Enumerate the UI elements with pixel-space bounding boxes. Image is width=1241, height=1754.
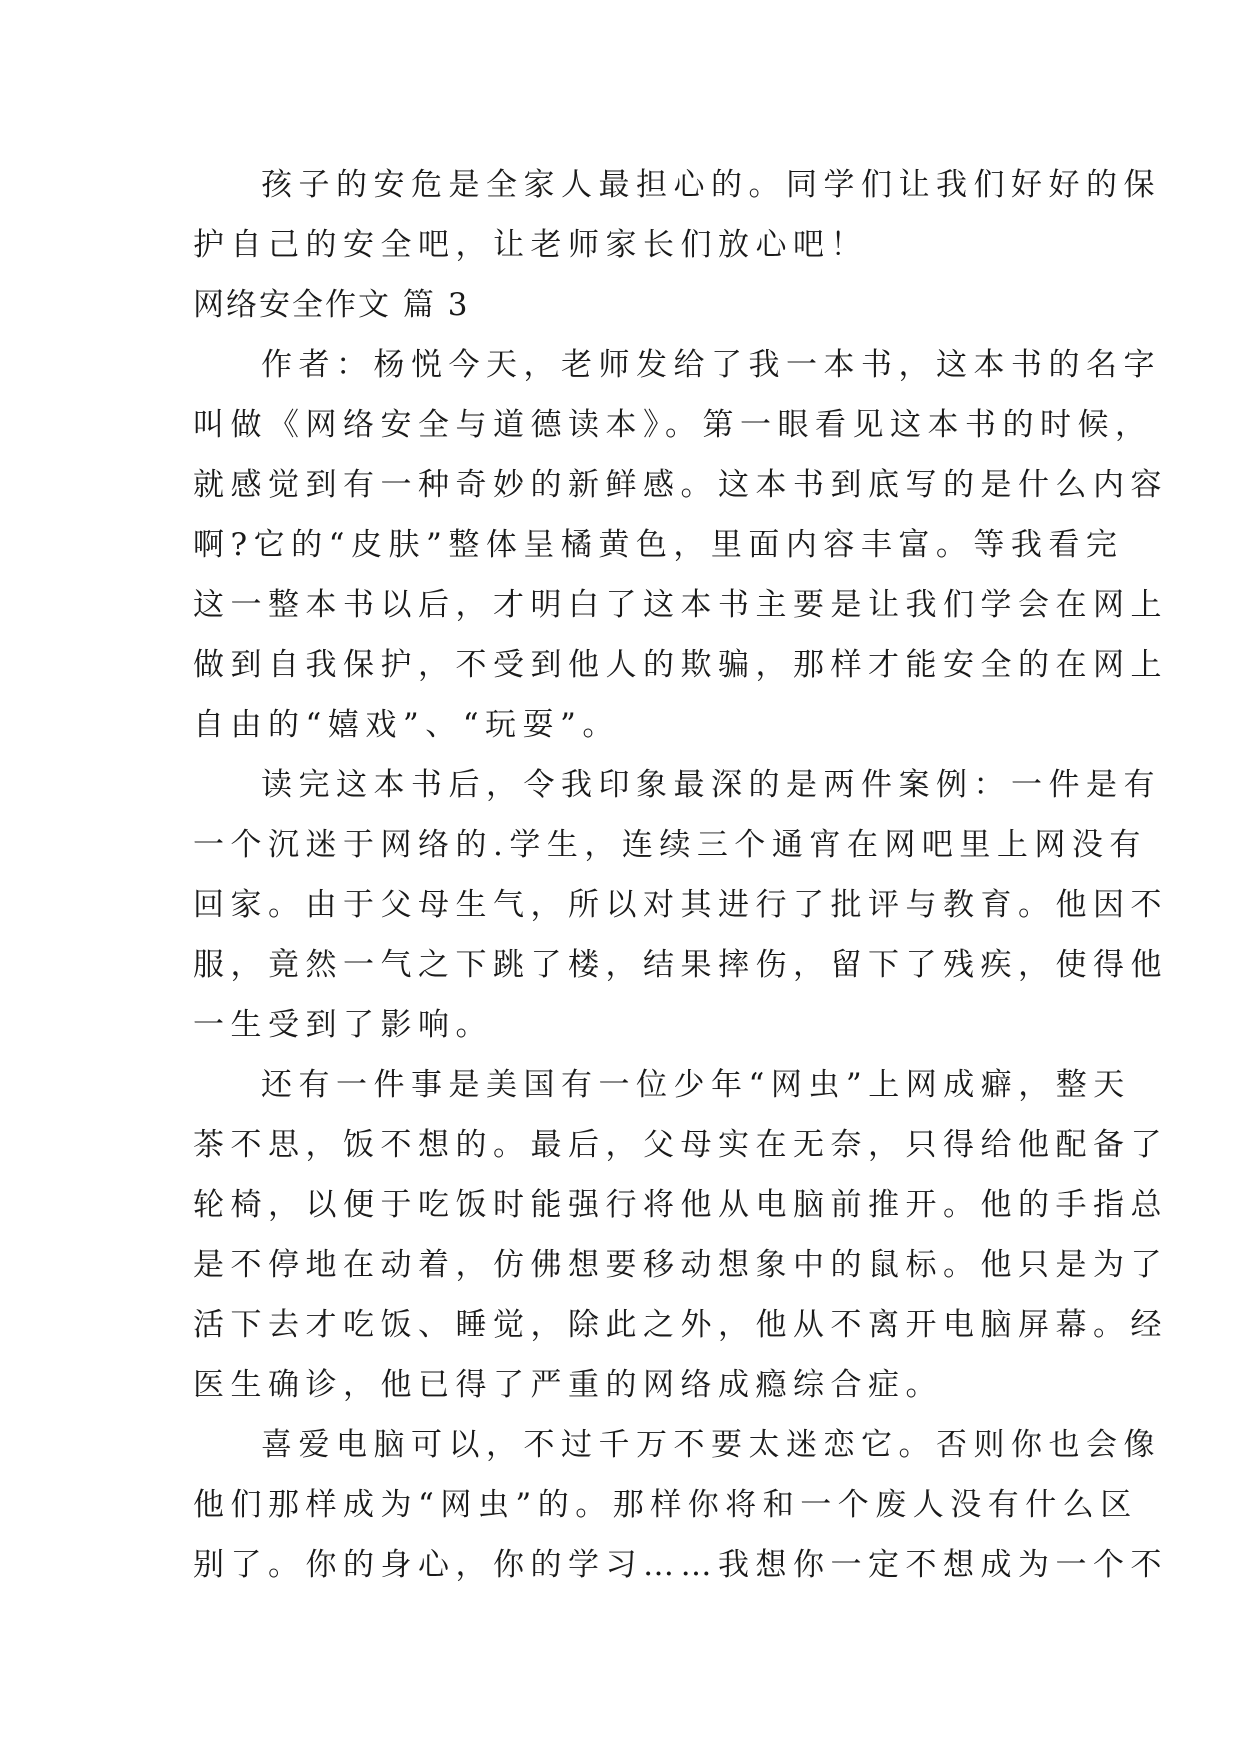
paragraph-line: 轮椅，以便于吃饭时能强行将他从电脑前推开。他的手指总: [193, 1187, 1168, 1223]
paragraph-line: 读完这本书后，令我印象最深的是两件案例：一件是有: [261, 767, 1161, 803]
paragraph-line: 做到自我保护，不受到他人的欺骗，那样才能安全的在网上: [193, 647, 1168, 683]
paragraph-line: 医生确诊，他已得了严重的网络成瘾综合症。: [193, 1367, 943, 1403]
paragraph-line: 回家。由于父母生气，所以对其进行了批评与教育。他因不: [193, 887, 1168, 923]
paragraph-line: 这一整本书以后，才明白了这本书主要是让我们学会在网上: [193, 587, 1168, 623]
paragraph-line: 自由的“嬉戏”、“玩耍”。: [193, 707, 620, 743]
paragraph-line: 他们那样成为“网虫”的。那样你将和一个废人没有什么区: [193, 1487, 1138, 1523]
section-heading: 网络安全作文 篇 3: [193, 287, 470, 323]
paragraph-line: 还有一件事是美国有一位少年“网虫”上网成癖，整天: [261, 1067, 1131, 1103]
paragraph-line: 喜爱电脑可以，不过千万不要太迷恋它。否则你也会像: [261, 1427, 1161, 1463]
paragraph-line: 别了。你的身心，你的学习……我想你一定不想成为一个不: [193, 1547, 1168, 1583]
paragraph-line: 一生受到了影响。: [193, 1007, 493, 1043]
paragraph-line: 是不停地在动着，仿佛想要移动想象中的鼠标。他只是为了: [193, 1247, 1168, 1283]
paragraph-line: 孩子的安危是全家人最担心的。同学们让我们好好的保: [261, 167, 1161, 203]
paragraph-line: 护自己的安全吧，让老师家长们放心吧！: [193, 227, 868, 263]
paragraph-line: 啊?它的“皮肤”整体呈橘黄色，里面内容丰富。等我看完: [193, 527, 1124, 563]
paragraph-line: 活下去才吃饭、睡觉，除此之外，他从不离开电脑屏幕。经: [193, 1307, 1168, 1343]
paragraph-line: 叫做《网络安全与道德读本》。第一眼看见这本书的时候，: [193, 407, 1153, 443]
paragraph-line: 服，竟然一气之下跳了楼，结果摔伤，留下了残疾，使得他: [193, 947, 1168, 983]
paragraph-line: 一个沉迷于网络的.学生，连续三个通宵在网吧里上网没有: [193, 827, 1147, 863]
paragraph-line: 作者：杨悦今天，老师发给了我一本书，这本书的名字: [261, 347, 1161, 383]
paragraph-line: 茶不思，饭不想的。最后，父母实在无奈，只得给他配备了: [193, 1127, 1168, 1163]
paragraph-line: 就感觉到有一种奇妙的新鲜感。这本书到底写的是什么内容: [193, 467, 1168, 503]
